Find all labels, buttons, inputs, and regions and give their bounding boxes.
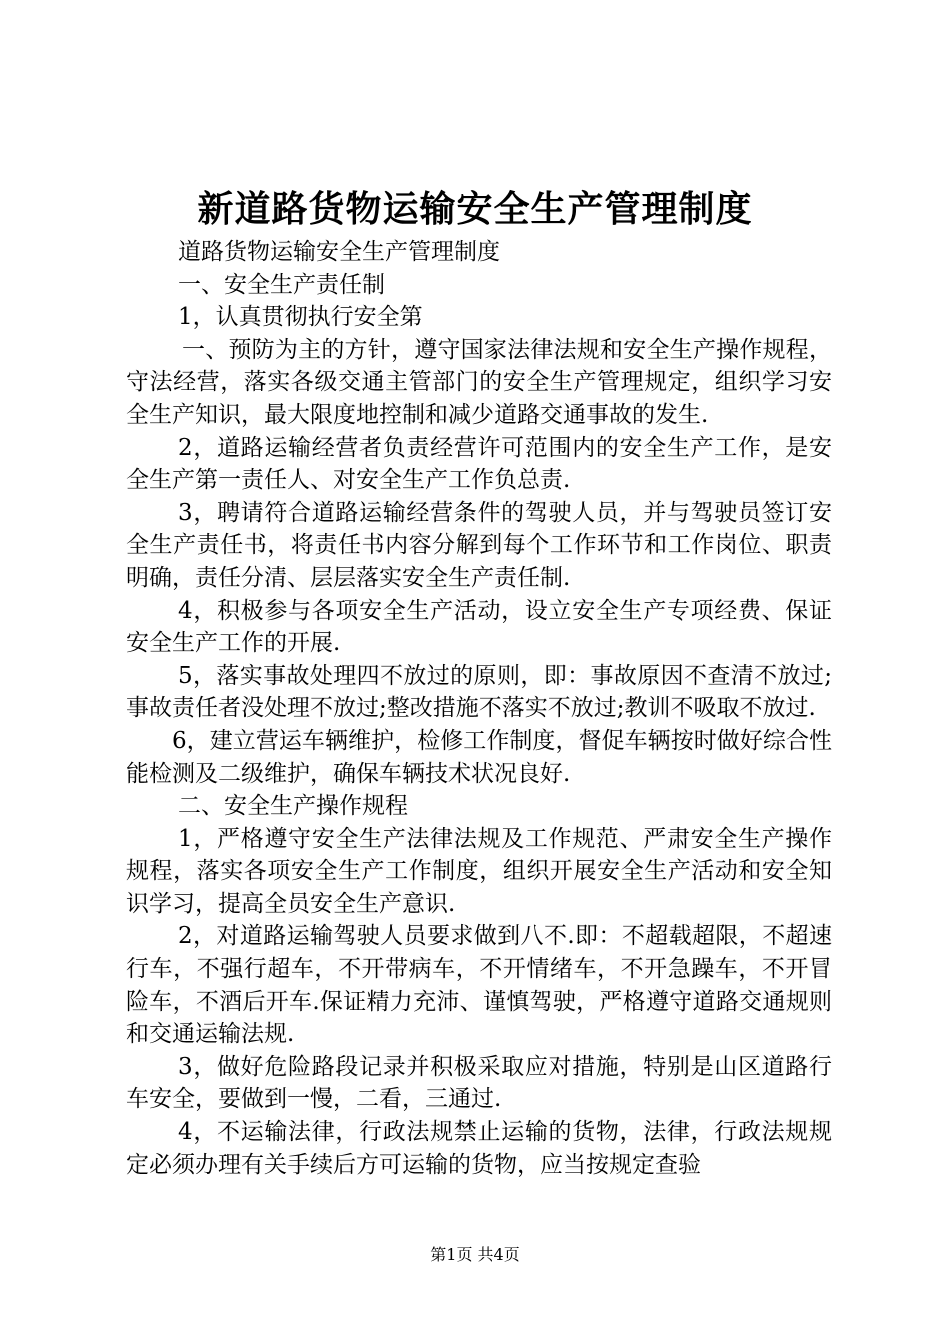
paragraph: 4，积极参与各项安全生产活动，设立安全生产专项经费、保证安全生产工作的开展. bbox=[126, 597, 832, 657]
paragraph: 4，不运输法律，行政法规禁止运输的货物，法律，行政法规规定必须办理有关手续后方可运输的货物，应当按规定查验 bbox=[126, 1119, 832, 1178]
document-title: 新道路货物运输安全生产管理制度 bbox=[197, 188, 753, 230]
section-heading-1: 一、安全生产责任制 bbox=[178, 271, 385, 298]
paragraph: 3，做好危险路段记录并积极采取应对措施，特别是山区道路行车安全，要做到一慢，二看，三通过. bbox=[126, 1053, 832, 1113]
paragraph: 1，认真贯彻执行安全第 bbox=[178, 304, 423, 331]
paragraph: 2，对道路运输驾驶人员要求做到八不.即：不超载超限，不超速行车，不强行超车，不开带病车，不开情绪车，不开急躁车，不开冒险车，不酒后开车.保证精力充沛、谨慎驾驶，严格遵守道路交通规则和交通运输法规. bbox=[126, 923, 832, 1048]
paragraph: 3，聘请符合道路运输经营条件的驾驶人员，并与驾驶员签订安全生产责任书，将责任书内容分解到每个工作环节和工作岗位、职责明确，责任分清、层层落实安全生产责任制. bbox=[126, 499, 832, 591]
page-footer: 第1页 共4页 bbox=[430, 1245, 520, 1264]
paragraph: 6，建立营运车辆维护，检修工作制度，督促车辆按时做好综合性能检测及二级维护，确保车辆技术状况良好. bbox=[126, 727, 832, 787]
paragraph-subtitle: 道路货物运输安全生产管理制度 bbox=[178, 239, 500, 265]
paragraph: 1，严格遵守安全生产法律法规及工作规范、严肃安全生产操作规程，落实各项安全生产工作制度，组织开展安全生产活动和安全知识学习，提高全员安全生产意识. bbox=[126, 825, 832, 917]
paragraph: 2，道路运输经营者负责经营许可范围内的安全生产工作，是安全生产第一责任人、对安全生产工作负总责. bbox=[126, 434, 832, 494]
document-body bbox=[126, 236, 832, 1181]
paragraph: 5，落实事故处理四不放过的原则，即：事故原因不查清不放过;事故责任者没处理不放过;整改措施不落实不放过;教训不吸取不放过. bbox=[126, 662, 832, 722]
section-heading-2: 二、安全生产操作规程 bbox=[178, 793, 408, 820]
paragraph: 一、预防为主的方针，遵守国家法律法规和安全生产操作规程，守法经营，落实各级交通主管部门的安全生产管理规定，组织学习安全生产知识，最大限度地控制和减少道路交通事故的发生. bbox=[126, 336, 832, 428]
